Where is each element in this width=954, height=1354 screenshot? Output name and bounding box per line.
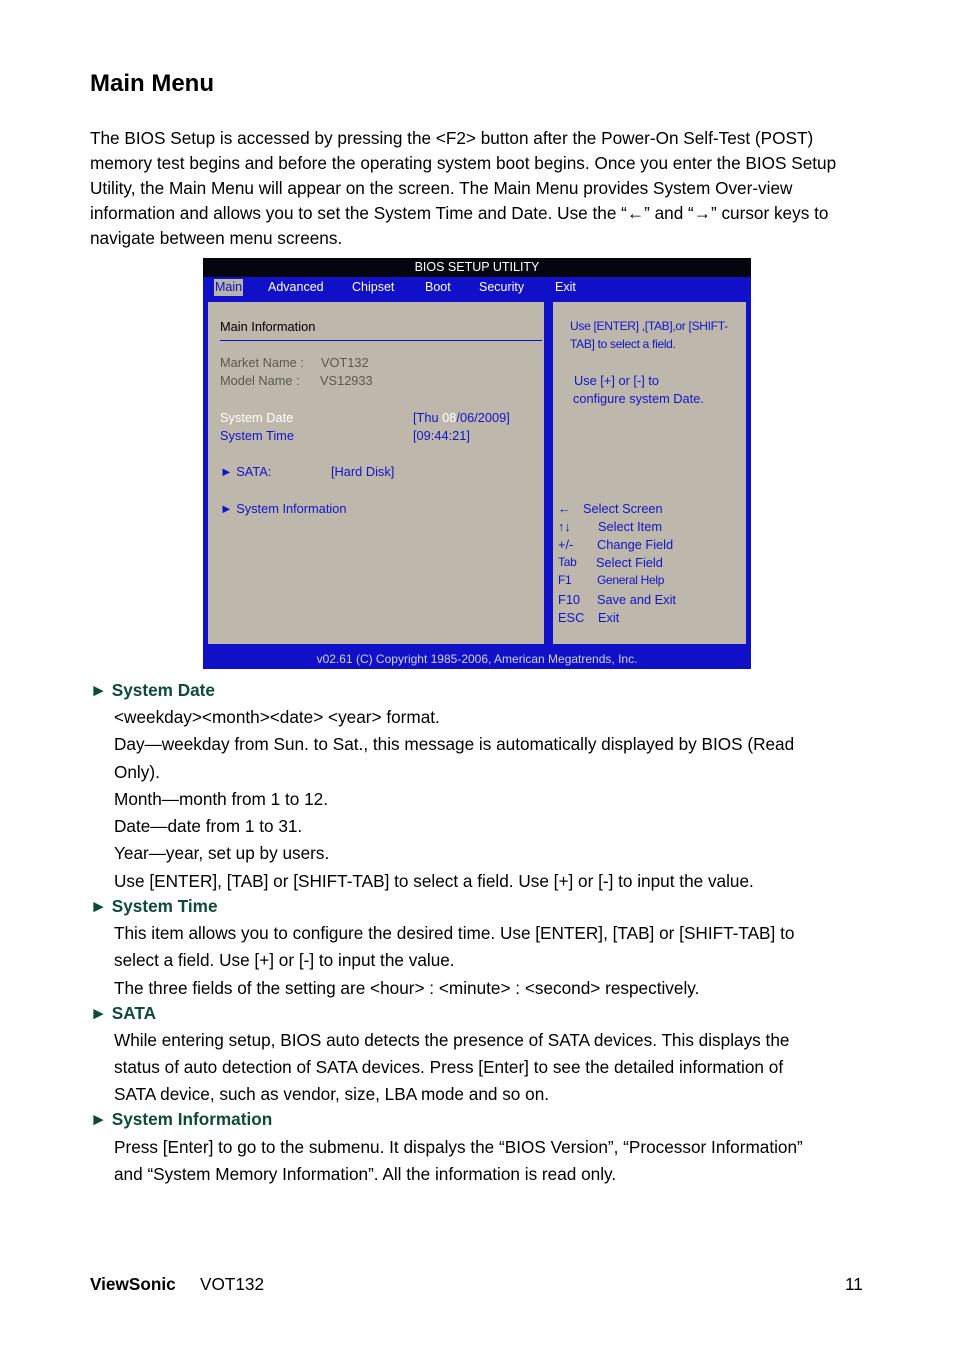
key-tab: Tab <box>558 555 577 569</box>
system-time-label[interactable]: System Time <box>220 428 294 443</box>
sata-line: SATA device, such as vendor, size, LBA mode and so on. <box>114 1084 550 1104</box>
bios-body <box>203 298 751 650</box>
bios-divider <box>220 340 542 341</box>
system-information-heading: ► System Information <box>90 1109 273 1129</box>
help-line-2: TAB] to select a field. <box>570 337 676 351</box>
tab-security[interactable]: Security <box>479 280 525 294</box>
bios-title: BIOS SETUP UTILITY <box>203 258 751 277</box>
sata-line: status of auto detection of SATA devices. Press [Enter] to see the detailed information of <box>114 1057 784 1077</box>
system-information-item[interactable]: ► System Information <box>220 501 347 516</box>
sata-item[interactable]: ► SATA: <box>220 464 272 479</box>
system-time-value[interactable]: [09:44:21] <box>413 428 470 443</box>
key-desc-save-exit: Save and Exit <box>597 592 676 607</box>
system-date-line: Only). <box>114 762 160 782</box>
system-date-value[interactable] <box>413 410 510 425</box>
system-date-heading: ► System Date <box>90 680 215 700</box>
model-name-value: VS12933 <box>320 373 373 388</box>
bios-help-panel <box>551 300 748 646</box>
key-f10: F10 <box>558 592 581 607</box>
key-up-down-arrows: ↑↓ <box>558 519 571 534</box>
model-name-label: Model Name : <box>220 373 300 388</box>
help-line-1: Use [ENTER] ,[TAB],or [SHIFT- <box>570 319 728 333</box>
main-information-title: Main Information <box>220 319 316 334</box>
tab-main[interactable]: Main <box>215 280 243 294</box>
key-plus-minus: +/- <box>558 537 574 552</box>
system-date-rest: /06/2009] <box>456 410 510 425</box>
key-desc-exit: Exit <box>598 610 620 625</box>
system-date-line: Use [ENTER], [TAB] or [SHIFT-TAB] to select a field. Use [+] or [-] to input the value. <box>114 871 754 891</box>
intro-paragraph: The BIOS Setup is accessed by pressing the <F2> button after the Power-On Self-Test (POST) memory test begins and before the operating system boot begins. Once you enter the BIOS Setup Utility, the Main Menu will appear on the screen. The Main Menu provides System Over-view information and allows you to set the System Time and Date. Use the “←” and “→” cursor keys to navigate between menu screens. <box>90 128 837 248</box>
tab-boot[interactable]: Boot <box>425 280 451 294</box>
system-date-line: Month—month from 1 to 12. <box>114 789 328 809</box>
sata-line: While entering setup, BIOS auto detects the presence of SATA devices. This displays the <box>114 1030 790 1050</box>
footer-brand: ViewSonic <box>90 1274 176 1294</box>
key-desc-change-field: Change Field <box>597 537 674 552</box>
system-time-heading: ► System Time <box>90 896 218 916</box>
help-line-3: Use [+] or [-] to <box>574 373 659 388</box>
key-desc-general-help: General Help <box>597 573 665 587</box>
tab-exit[interactable]: Exit <box>555 280 576 294</box>
system-date-line: <weekday><month><date> <year> format. <box>114 707 440 727</box>
market-name-value: VOT132 <box>321 355 369 370</box>
system-date-line: Date—date from 1 to 31. <box>114 816 303 836</box>
sata-heading: ► SATA <box>90 1003 157 1023</box>
system-information-line: and “System Memory Information”. All the information is read only. <box>114 1164 617 1184</box>
page-title: Main Menu <box>90 70 214 97</box>
system-date-month[interactable]: 08 <box>442 410 457 425</box>
key-desc-select-field: Select Field <box>596 555 663 570</box>
tab-advanced[interactable]: Advanced <box>268 280 324 294</box>
bios-menubar <box>203 277 751 298</box>
tab-chipset[interactable]: Chipset <box>352 280 395 294</box>
system-date-line: Year—year, set up by users. <box>114 843 330 863</box>
footer-model: VOT132 <box>200 1274 265 1294</box>
market-name-label: Market Name : <box>220 355 304 370</box>
system-date-label[interactable]: System Date <box>220 410 294 425</box>
page-number: 11 <box>845 1274 863 1294</box>
sata-value: [Hard Disk] <box>331 464 395 479</box>
bios-copyright: v02.61 (C) Copyright 1985-2006, American Megatrends, Inc. <box>203 650 751 669</box>
key-f1: F1 <box>558 573 572 587</box>
key-left-arrow: ← <box>558 501 571 516</box>
bios-main-panel <box>206 300 546 646</box>
key-desc-select-screen: Select Screen <box>583 501 663 516</box>
key-desc-select-item: Select Item <box>598 519 663 534</box>
bios-screenshot <box>203 258 751 669</box>
system-information-line: Press [Enter] to go to the submenu. It dispalys the “BIOS Version”, “Processor Information” <box>114 1137 803 1157</box>
system-time-line: select a field. Use [+] or [-] to input the value. <box>114 950 455 970</box>
system-date-line: Day—weekday from Sun. to Sat., this message is automatically displayed by BIOS (Read <box>114 734 795 754</box>
help-line-4: configure system Date. <box>573 391 704 406</box>
key-esc: ESC <box>558 610 585 625</box>
system-time-line: The three fields of the setting are <hour> : <minute> : <second> respectively. <box>114 978 700 998</box>
system-date-weekday: [Thu <box>413 410 443 425</box>
system-time-line: This item allows you to configure the desired time. Use [ENTER], [TAB] or [SHIFT-TAB] to <box>114 923 795 943</box>
